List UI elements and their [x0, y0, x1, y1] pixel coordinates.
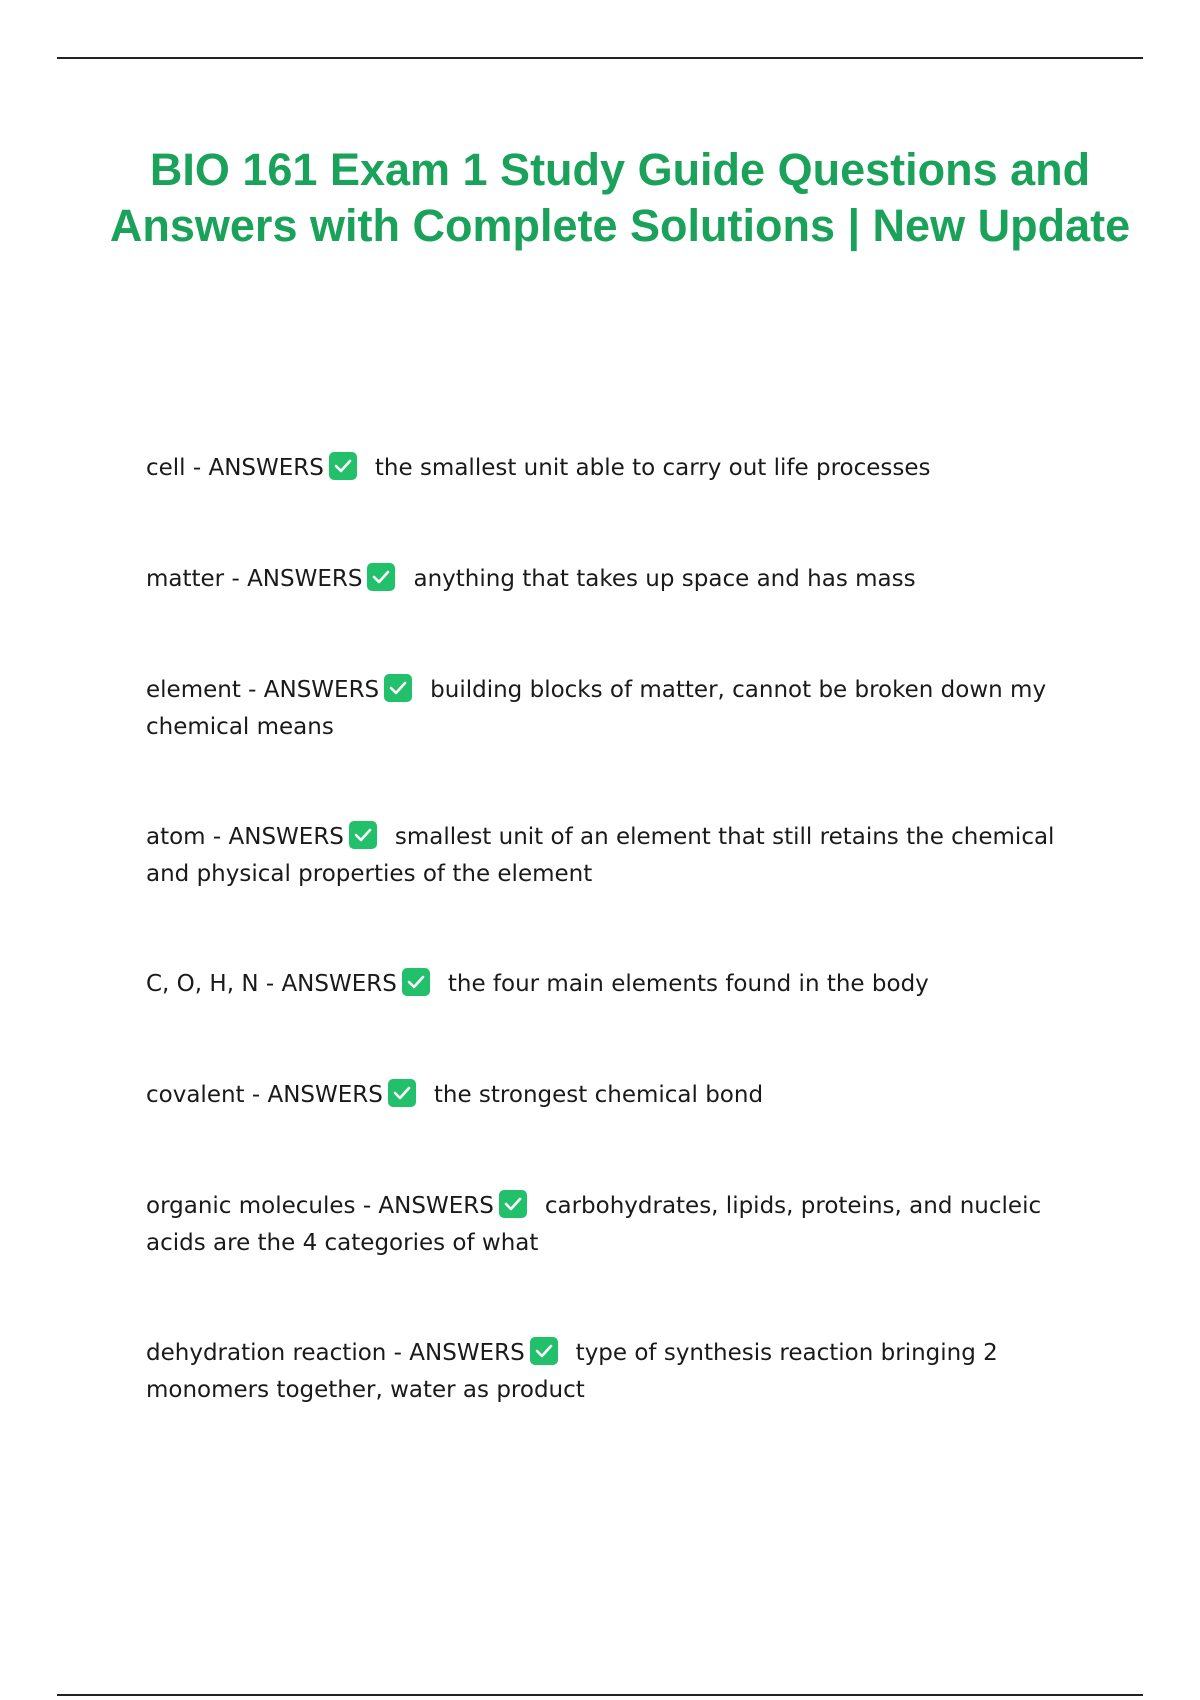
qa-term: organic molecules - ANSWERS — [146, 1193, 494, 1219]
qa-term: C, O, H, N - ANSWERS — [146, 971, 397, 997]
qa-answer: anything that takes up space and has mass — [413, 566, 916, 592]
check-icon — [388, 1079, 416, 1107]
qa-answer: the four main elements found in the body — [447, 971, 929, 997]
check-icon — [349, 821, 377, 849]
qa-item — [146, 819, 1086, 893]
check-icon — [530, 1337, 558, 1365]
check-icon — [402, 968, 430, 996]
qa-term: matter - ANSWERS — [146, 566, 363, 592]
qa-item — [146, 1188, 1086, 1262]
check-icon — [384, 674, 412, 702]
qa-item — [146, 561, 1086, 598]
qa-term: atom - ANSWERS — [146, 824, 344, 850]
qa-answer: the smallest unit able to carry out life processes — [374, 455, 931, 481]
qa-item — [146, 1335, 1086, 1409]
check-icon — [499, 1190, 527, 1218]
qa-item — [146, 1077, 1086, 1114]
qa-item — [146, 672, 1086, 746]
qa-item — [146, 450, 1086, 487]
qa-answer: type of synthesis reaction bringing 2 monomers together, water as product — [146, 1340, 998, 1403]
qa-answer: carbohydrates, lipids, proteins, and nucleic acids are the 4 categories of what — [146, 1193, 1042, 1256]
qa-term: cell - ANSWERS — [146, 455, 324, 481]
qa-list — [146, 450, 1086, 1482]
document-title: BIO 161 Exam 1 Study Guide Questions and Answers with Complete Solutions | New Update — [109, 144, 1131, 251]
check-icon — [329, 452, 357, 480]
qa-answer: smallest unit of an element that still retains the chemical and physical properties of the element — [146, 824, 1055, 887]
qa-term: covalent - ANSWERS — [146, 1082, 383, 1108]
qa-answer: the strongest chemical bond — [433, 1082, 764, 1108]
top-rule — [57, 57, 1143, 59]
bottom-rule — [57, 1694, 1143, 1696]
qa-term: dehydration reaction - ANSWERS — [146, 1340, 525, 1366]
qa-answer: building blocks of matter, cannot be broken down my chemical means — [146, 677, 1047, 740]
check-icon — [367, 563, 395, 591]
qa-term: element - ANSWERS — [146, 677, 380, 703]
qa-item — [146, 966, 1086, 1003]
